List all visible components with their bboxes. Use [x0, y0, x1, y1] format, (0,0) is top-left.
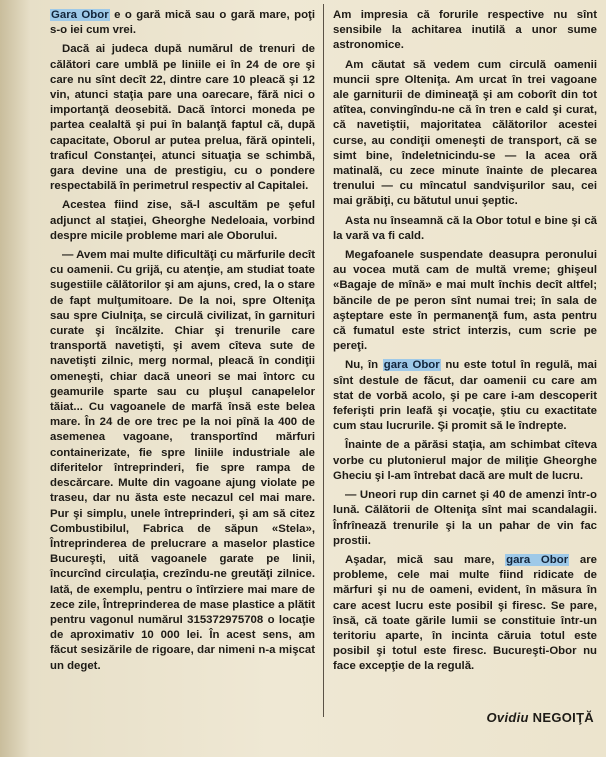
paragraph-text: Aşadar, mică sau mare,: [345, 553, 506, 566]
paragraph-text: are probleme, cele mai multe fiind ridicate de mărfuri şi nu de oameni, evident, în măsura în care acest lucru este posibil şi firesc. Se pare, însă, că toate gările lumii se constituie într-un teritoriu aparte, în incinta căruia totul este posibil şi totul este firesc. Bucureşti-Obor nu face excepţie de la regulă.: [333, 553, 597, 673]
paragraph: [333, 553, 597, 675]
paragraph-text: Nu, în: [345, 359, 383, 372]
paragraph: Asta nu înseamnă că la Obor totul e bine şi că la vară va fi cald.: [333, 214, 597, 242]
paragraph-text: e o gară mică sau o gară mare, poţi s-o iei cum vrei.: [50, 9, 315, 37]
highlighted-term: gara Obor: [383, 359, 440, 372]
paragraph: Înainte de a părăsi staţia, am schimbat cîteva vorbe cu plutonierul major de miliţie Gheorghe Gheciu şi l-am întrebat dacă are mult de lucru.: [333, 439, 597, 482]
page-fold-shadow: [0, 0, 30, 757]
author-first-name: Ovidiu: [486, 710, 533, 725]
highlighted-term: gara Obor: [506, 553, 569, 566]
paragraph: Am căutat să vedem cum circulă oamenii muncii spre Olteniţa. Am urcat în trei vagoane ale garniturii de dimineaţă şi am coborît din tot atîtea, convingîndu-ne că în tren e cald şi curat, că navetiştii, majoritatea călătorilor acestei curse, au condiţii omeneşti de transport, că se simt bine, îndeletnicindu-se — la acea oră matinală, cu zece minute înainte de plecarea trenului — cu mîncatul sandvişurilor sau, cei mai grăbiţi, cu bătutul unui şeptic.: [333, 58, 597, 208]
article-column-left: [50, 8, 315, 678]
author-byline: [487, 710, 595, 725]
paragraph: Megafoanele suspendate deasupra peronului au vocea mută cam de multă vreme; ghişeul «Bagaje de mînă» e mai mult închis decît altfel; băncile de pe peron sînt numai trei; în sala de aşteptare este în permanenţă fum, asta pentru că fumatul este strict interzis, cum scrie pe pereţi.: [333, 249, 597, 353]
paragraph: — Avem mai multe dificultăţi cu mărfurile decît cu oamenii. Cu grijă, cu atenţie, am studiat toate sugestiile călătorilor şi am ajuns, cred, la o stare de fapt mulţumitoare. De la noi, spre Olteniţa sau spre Ciulniţa, se circulă civilizat, în garnituri curate şi încălzite. Chiar şi trenurile care transportă navetişti, şi avem cîteva sute de navetişti zilnic, merg normal, pleacă în condiţii omeneşti, chiar dacă uneori se mai întorc cu geamurile sparte sau cu pluşul canapelelor tăiat... Cu vagoanele de marfă însă este belea mare. În 24 de ore trec pe la noi pînă la 400 de asemenea vagoane, transportînd mărfuri containerizate, fie spre liniile industriale ale diferitelor întreprinderi, fie spre rampa de descărcare. Multe din vagoane ajung violate pe traseu, dar nu ăsta este necazul cel mai mare. Pur şi simplu, unele întreprinderi, şi am să citez Combustibilul, Fabrica de săpun «Stela», Întreprinderea de prelucrare a maselor plastice Bucureşti, uită vagoanele garate pe linii, încurcînd circulaţia, crezîndu-ne greutăţi zilnice. Iată, de exemplu, pentru o întîrziere mai mare de zece zile, Întreprinderea de mase plastice a plătit pentru vagonul numărul 315372975708 o locaţie de aproximativ 10 000 lei. În acest sens, am făcut sesizările de rigoare, dar nimeni n-a mişcat un deget.: [50, 249, 315, 672]
paragraph: Dacă ai judeca după numărul de trenuri de călători care umblă pe liniile ei în 24 de ore şi care nu sînt decît 22, dintre care 10 pleacă şi 12 vin, atunci staţia pare una oarecare, fără nici o importanţă deosebită. Dacă întorci moneda pe partea cealaltă şi pui în balanţă faptul că, după capacitate, Oborul ar putea prelua, fără opinteli, traficul Constanţei, atunci situaţia se schimbă, gara devine una de prestigiu, cu o pondere respectabilă în perimetrul respectiv al Capitalei.: [50, 43, 315, 193]
paragraph: Am impresia că forurile respective nu sînt sensibile la achitarea inutilă a unor sume astronomice.: [333, 9, 597, 52]
paragraph: [50, 8, 315, 38]
paragraph-text: nu este totul în regulă, mai sînt destule de făcut, dar oamenii cu care am stat de vorbă acolo, şi pe care i-am descoperit feferişti prin leafă şi vocaţie, ştiu cu exactitate cum stau lucrurile. Şi promit să le îndrepte.: [333, 359, 598, 433]
paragraph: Acestea fiind zise, să-l ascultăm pe şeful adjunct al staţiei, Gheorghe Nedeloaia, vorbind despre micile probleme mari ale Oborului.: [50, 199, 315, 242]
column-divider: [323, 4, 324, 717]
highlighted-term: Gara Obor: [51, 9, 109, 21]
paragraph: [333, 358, 597, 434]
paragraph: — Uneori rup din carnet şi 40 de amenzi într-o lună. Călătorii de Olteniţa sînt mai scandalagii. Înfrînează trenurile şi la un pahar de vin fac prostii.: [333, 489, 597, 547]
author-last-name: NEGOIŢĂ: [532, 710, 594, 725]
article-column-right: [333, 8, 597, 679]
